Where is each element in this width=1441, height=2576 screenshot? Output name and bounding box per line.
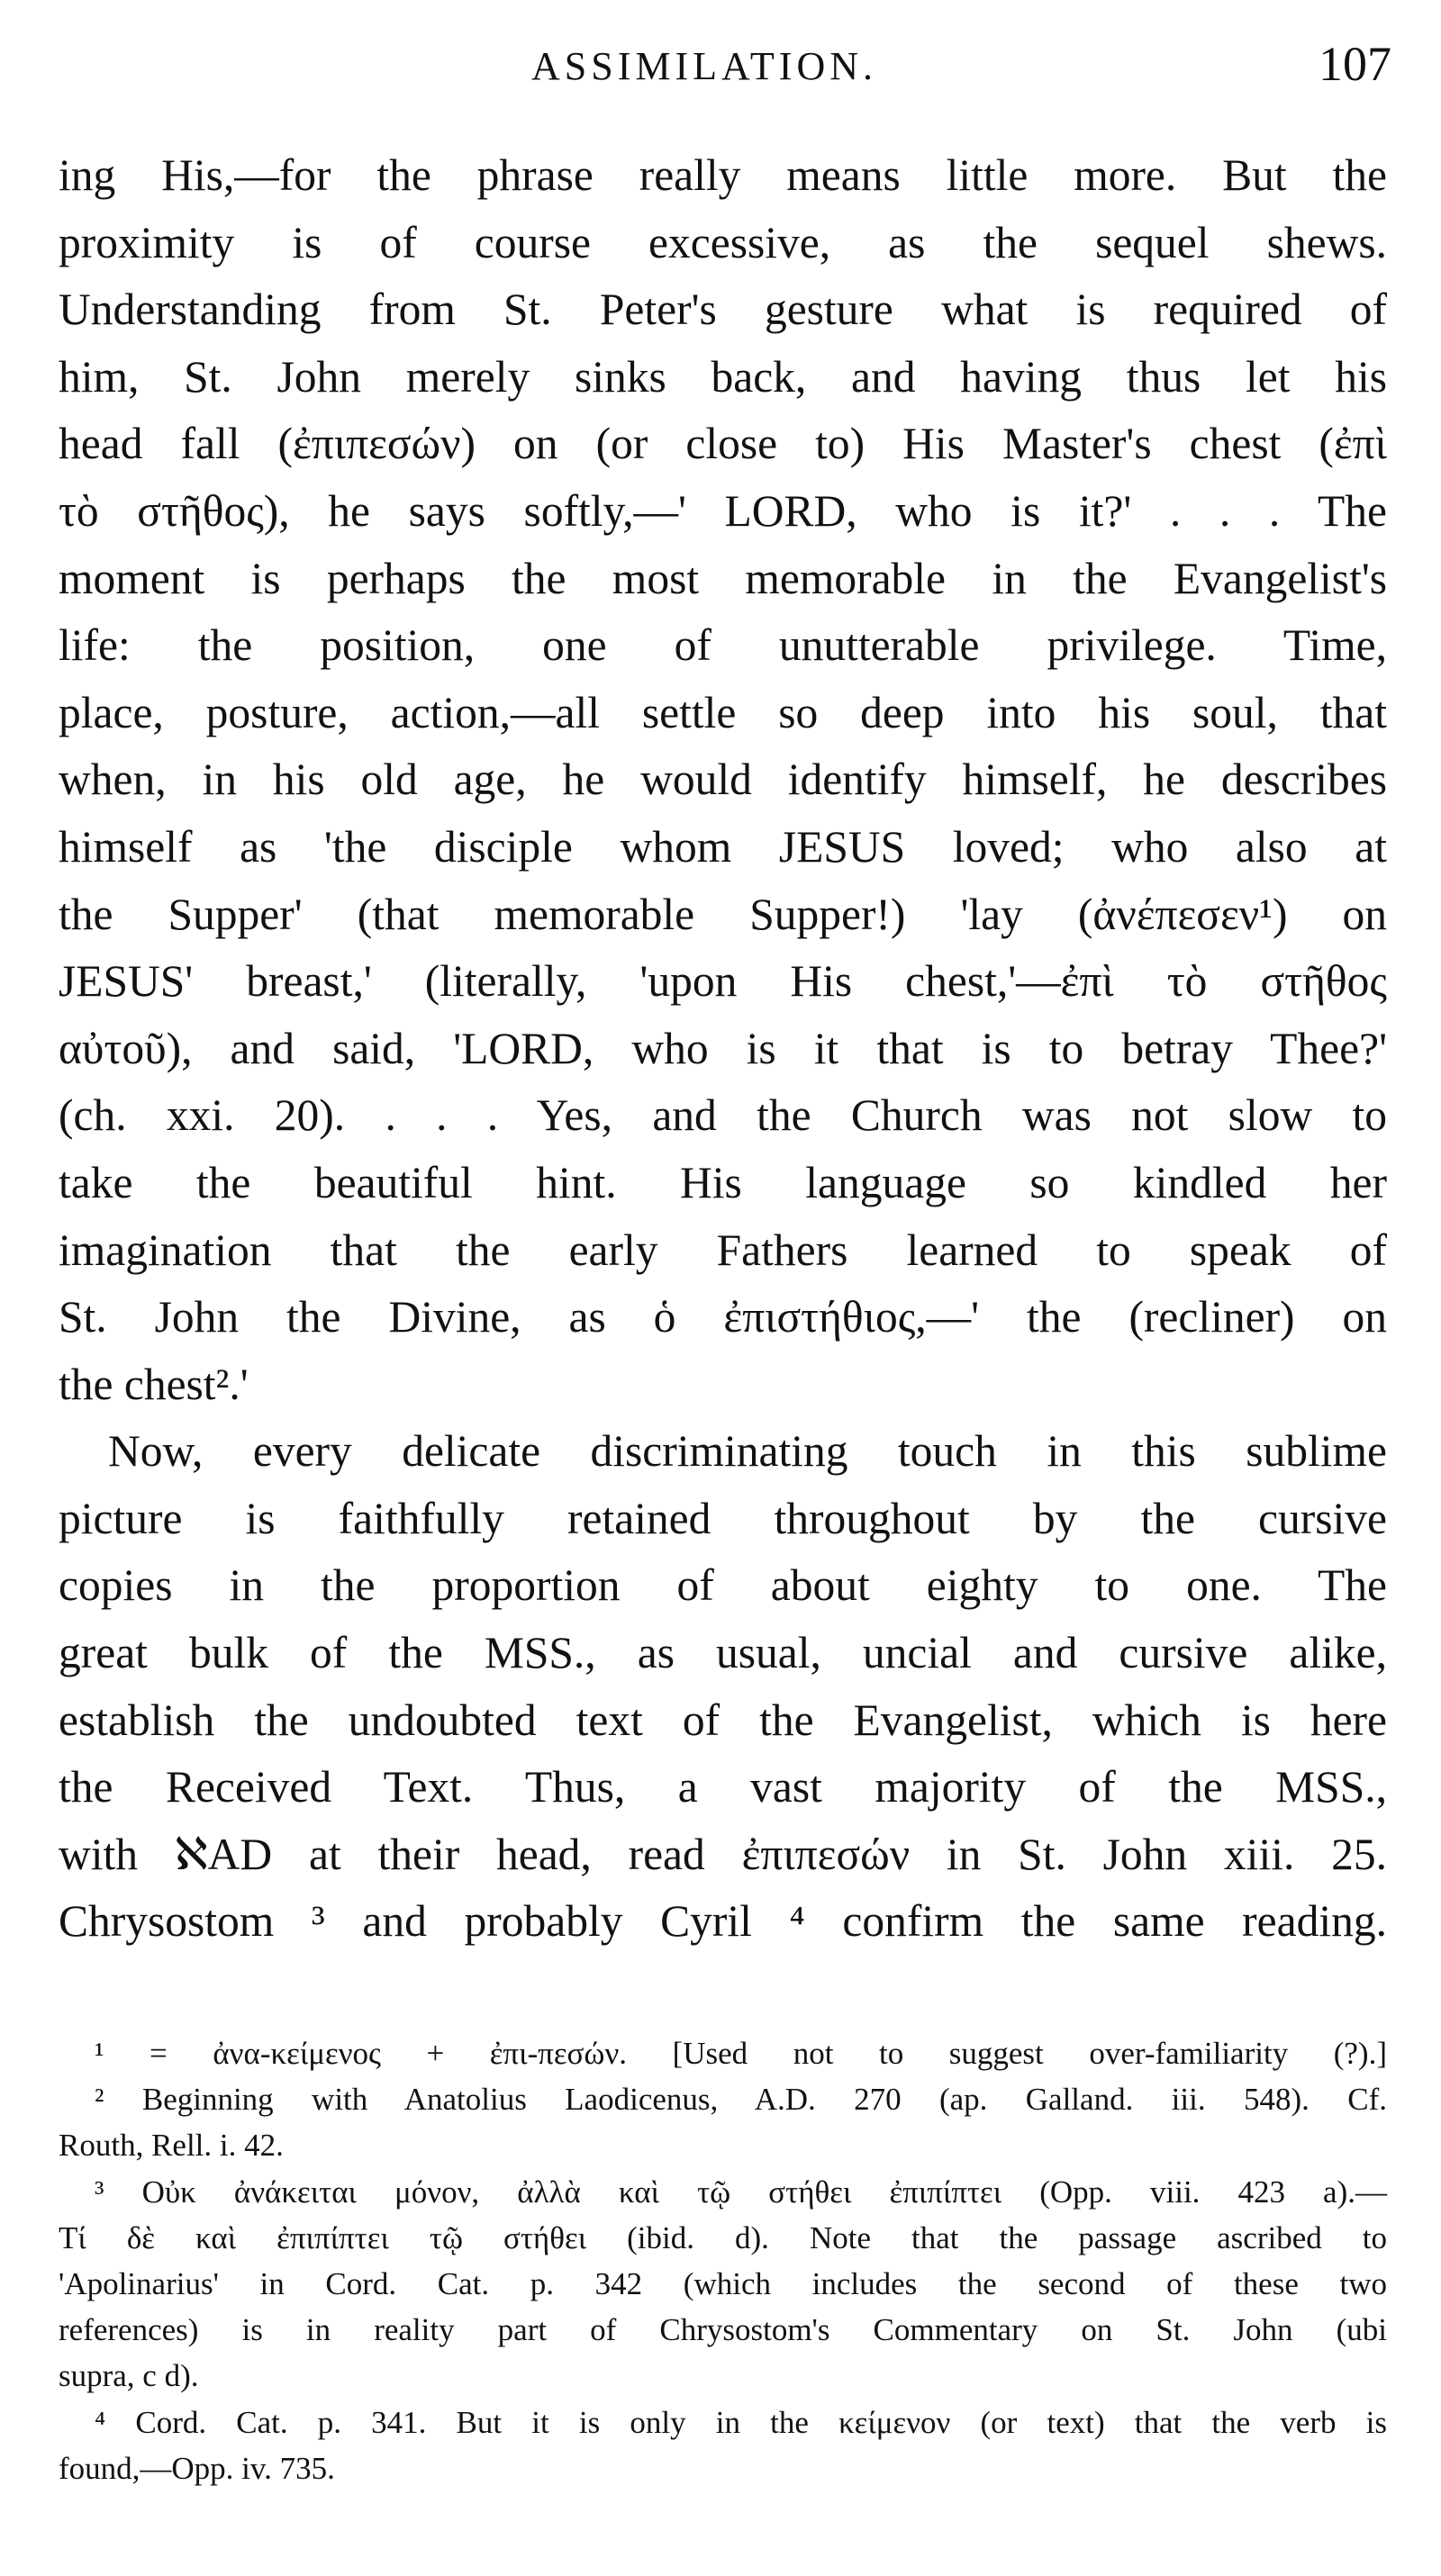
body-line: when, in his old age, he would identify himself, he describes bbox=[59, 755, 1387, 805]
body-line: himself as 'the disciple whom JESUS loved; who also at bbox=[59, 821, 1387, 872]
body-line: τὸ στῆθος), he says softly,—' LORD, who is it?' . . . The bbox=[59, 485, 1387, 536]
body-line: St. John the Divine, as ὁ ἐπιστήθιος,—' the (recliner) on bbox=[59, 1292, 1387, 1342]
body-line: ing His,—for the phrase really means little more. But the bbox=[59, 150, 1387, 200]
body-line: moment is perhaps the most memorable in the Evangelist's bbox=[59, 553, 1387, 603]
body-line: proximity is of course excessive, as the sequel shews. bbox=[59, 217, 1387, 267]
footnote-4: ⁴ Cord. Cat. p. 341. But it is only in the κείμενον (or text) that the verb is bbox=[95, 2404, 1387, 2440]
footnotes bbox=[59, 2030, 1387, 2491]
body-line: take the beautiful hint. His language so kindled her bbox=[59, 1157, 1387, 1207]
footnote-2-cont: Routh, Rell. i. 42. bbox=[59, 2128, 284, 2164]
footnote-3-cont: supra, c d). bbox=[59, 2358, 199, 2394]
footnote-3-cont: 'Apolinarius' in Cord. Cat. p. 342 (which includes the second of these two bbox=[59, 2266, 1387, 2302]
footnote-1: ¹ = ἀνα-κείμενος + ἐπι-πεσών. [Used not to suggest over-familiarity (?).] bbox=[95, 2036, 1387, 2071]
footnote-3-cont: references) is in reality part of Chrysostom's Commentary on St. John (ubi bbox=[59, 2312, 1387, 2348]
body-line: life: the position, one of unutterable privilege. Time, bbox=[59, 620, 1387, 671]
body-line: JESUS' breast,' (literally, 'upon His chest,'—ἐπὶ τὸ στῆθος bbox=[59, 956, 1387, 1007]
running-title: ASSIMILATION. bbox=[531, 44, 877, 88]
body-line: imagination that the early Fathers learned to speak of bbox=[59, 1225, 1387, 1275]
body-line: head fall (ἐπιπεσών) on (or close to) His Master's chest (ἐπὶ bbox=[59, 419, 1387, 469]
body-line: picture is faithfully retained throughout by the cursive bbox=[59, 1493, 1387, 1543]
body-line: copies in the proportion of about eighty to one. The bbox=[59, 1560, 1387, 1611]
body-line: Now, every delicate discriminating touch in this sublime bbox=[108, 1426, 1387, 1477]
body-line: the Supper' (that memorable Supper!) 'lay (ἀνέπεσεν¹) on bbox=[59, 889, 1387, 939]
body-line: Chrysostom ³ and probably Cyril ⁴ confirm the same reading. bbox=[59, 1896, 1387, 1947]
footnote-3: ³ Οὐκ ἀνάκειται μόνον, ἀλλὰ καὶ τῷ στήθει ἐπιπίπτει (Opp. viii. 423 a).— bbox=[95, 2174, 1387, 2210]
body-line: with ℵAD at their head, read ἐπιπεσών in St. John xiii. 25. bbox=[59, 1829, 1387, 1879]
body-line: (ch. xxi. 20). . . . Yes, and the Church was not slow to bbox=[59, 1090, 1387, 1141]
page-number: 107 bbox=[1319, 37, 1391, 91]
body-line: Understanding from St. Peter's gesture what is required of bbox=[59, 285, 1387, 335]
footnote-4-cont: found,—Opp. iv. 735. bbox=[59, 2450, 335, 2486]
body-line: αὐτοῦ), and said, 'LORD, who is it that is to betray Thee?' bbox=[59, 1023, 1387, 1073]
body-line: place, posture, action,—all settle so deep into his soul, that bbox=[59, 687, 1387, 737]
body-line: establish the undoubted text of the Evangelist, which is here bbox=[59, 1695, 1387, 1745]
body-line: him, St. John merely sinks back, and having thus let his bbox=[59, 351, 1387, 402]
footnote-2: ² Beginning with Anatolius Laodicenus, A.D. 270 (ap. Galland. iii. 548). Cf. bbox=[95, 2082, 1387, 2118]
body-line: the Received Text. Thus, a vast majority of the MSS., bbox=[59, 1762, 1387, 1812]
body-text bbox=[59, 142, 1387, 1956]
body-line: the chest².' bbox=[59, 1359, 249, 1409]
page-header bbox=[0, 36, 1441, 108]
footnote-3-cont: Τί δὲ καὶ ἐπιπίπτει τῷ στήθει (ibid. d). Note that the passage ascribed to bbox=[59, 2219, 1387, 2255]
body-line: great bulk of the MSS., as usual, uncial and cursive alike, bbox=[59, 1628, 1387, 1678]
